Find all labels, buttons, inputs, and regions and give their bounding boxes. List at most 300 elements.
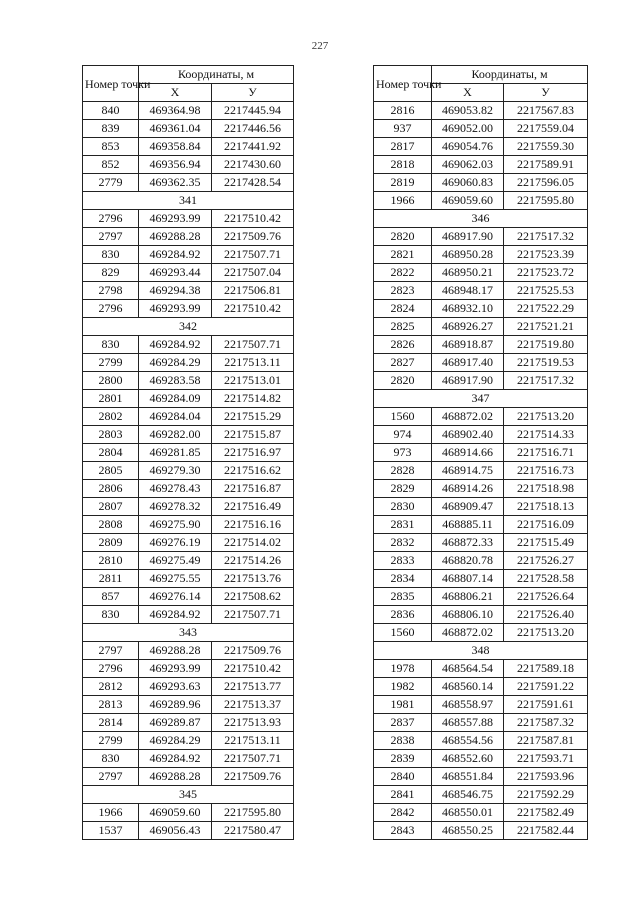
x-coordinate-cell: 469278.43 [139, 480, 212, 498]
x-coordinate-cell: 468918.87 [432, 336, 504, 354]
y-coordinate-cell: 2217441.92 [212, 138, 294, 156]
table-row [374, 552, 588, 570]
table-row [83, 300, 294, 318]
table-row [374, 336, 588, 354]
point-number-cell: 2810 [83, 552, 139, 570]
contour-separator-row [83, 192, 294, 210]
point-number-cell: 2800 [83, 372, 139, 390]
table-row [83, 102, 294, 120]
contour-number: 347 [374, 390, 588, 408]
point-number-cell: 2837 [374, 714, 432, 732]
header-number-point: Номер точки [83, 66, 139, 102]
point-number-cell: 1981 [374, 696, 432, 714]
contour-separator-row [374, 390, 588, 408]
x-coordinate-cell: 469053.82 [432, 102, 504, 120]
y-coordinate-cell: 2217516.71 [504, 444, 588, 462]
x-coordinate-cell: 469284.92 [139, 246, 212, 264]
y-coordinate-cell: 2217589.91 [504, 156, 588, 174]
table-row [83, 408, 294, 426]
y-coordinate-cell: 2217507.71 [212, 246, 294, 264]
x-coordinate-cell: 468558.97 [432, 696, 504, 714]
x-coordinate-cell: 469288.28 [139, 768, 212, 786]
y-coordinate-cell: 2217513.11 [212, 732, 294, 750]
x-coordinate-cell: 469293.99 [139, 300, 212, 318]
x-coordinate-cell: 469275.49 [139, 552, 212, 570]
point-number-cell: 2797 [83, 642, 139, 660]
x-coordinate-cell: 469294.38 [139, 282, 212, 300]
contour-separator-row [83, 318, 294, 336]
x-coordinate-cell: 468902.40 [432, 426, 504, 444]
table-row [83, 390, 294, 408]
y-coordinate-cell: 2217521.21 [504, 318, 588, 336]
point-number-cell: 2842 [374, 804, 432, 822]
table-row [374, 498, 588, 516]
x-coordinate-cell: 468806.10 [432, 606, 504, 624]
x-coordinate-cell: 469281.85 [139, 444, 212, 462]
y-coordinate-cell: 2217507.71 [212, 750, 294, 768]
contour-number: 341 [83, 192, 294, 210]
x-coordinate-cell: 468914.75 [432, 462, 504, 480]
x-coordinate-cell: 469052.00 [432, 120, 504, 138]
table-row [374, 534, 588, 552]
y-coordinate-cell: 2217582.44 [504, 822, 588, 840]
y-coordinate-cell: 2217514.82 [212, 390, 294, 408]
point-number-cell: 2804 [83, 444, 139, 462]
table-row [83, 804, 294, 822]
y-coordinate-cell: 2217510.42 [212, 300, 294, 318]
table-row [374, 570, 588, 588]
point-number-cell: 852 [83, 156, 139, 174]
y-coordinate-cell: 2217519.80 [504, 336, 588, 354]
point-number-cell: 2831 [374, 516, 432, 534]
header-y: У [504, 84, 588, 102]
table-row [374, 786, 588, 804]
x-coordinate-cell: 469293.99 [139, 660, 212, 678]
x-coordinate-cell: 468550.25 [432, 822, 504, 840]
point-number-cell: 2811 [83, 570, 139, 588]
point-number-cell: 2799 [83, 732, 139, 750]
x-coordinate-cell: 468550.01 [432, 804, 504, 822]
x-coordinate-cell: 469289.87 [139, 714, 212, 732]
y-coordinate-cell: 2217523.39 [504, 246, 588, 264]
table-row [374, 354, 588, 372]
y-coordinate-cell: 2217428.54 [212, 174, 294, 192]
x-coordinate-cell: 469059.60 [139, 804, 212, 822]
contour-separator-row [374, 642, 588, 660]
table-row [374, 480, 588, 498]
point-number-cell: 830 [83, 246, 139, 264]
y-coordinate-cell: 2217516.87 [212, 480, 294, 498]
y-coordinate-cell: 2217509.76 [212, 642, 294, 660]
contour-number: 343 [83, 624, 294, 642]
x-coordinate-cell: 469054.76 [432, 138, 504, 156]
x-coordinate-cell: 468806.21 [432, 588, 504, 606]
y-coordinate-cell: 2217514.33 [504, 426, 588, 444]
point-number-cell: 2821 [374, 246, 432, 264]
y-coordinate-cell: 2217516.49 [212, 498, 294, 516]
x-coordinate-cell: 468552.60 [432, 750, 504, 768]
point-number-cell: 1966 [83, 804, 139, 822]
table-row [83, 354, 294, 372]
point-number-cell: 2802 [83, 408, 139, 426]
x-coordinate-cell: 469284.92 [139, 336, 212, 354]
x-coordinate-cell: 469284.29 [139, 354, 212, 372]
point-number-cell: 1982 [374, 678, 432, 696]
x-coordinate-cell: 468926.27 [432, 318, 504, 336]
x-coordinate-cell: 468554.56 [432, 732, 504, 750]
y-coordinate-cell: 2217518.98 [504, 480, 588, 498]
y-coordinate-cell: 2217589.18 [504, 660, 588, 678]
x-coordinate-cell: 468551.84 [432, 768, 504, 786]
y-coordinate-cell: 2217523.72 [504, 264, 588, 282]
point-number-cell: 2779 [83, 174, 139, 192]
point-number-cell: 2807 [83, 498, 139, 516]
x-coordinate-cell: 469288.28 [139, 228, 212, 246]
y-coordinate-cell: 2217593.71 [504, 750, 588, 768]
header-x: Х [432, 84, 504, 102]
y-coordinate-cell: 2217513.93 [212, 714, 294, 732]
table-row [83, 138, 294, 156]
y-coordinate-cell: 2217516.73 [504, 462, 588, 480]
table-row [83, 678, 294, 696]
x-coordinate-cell: 469284.29 [139, 732, 212, 750]
y-coordinate-cell: 2217559.04 [504, 120, 588, 138]
table-row [374, 732, 588, 750]
point-number-cell: 2822 [374, 264, 432, 282]
table-row [374, 408, 588, 426]
y-coordinate-cell: 2217591.22 [504, 678, 588, 696]
point-number-cell: 1966 [374, 192, 432, 210]
x-coordinate-cell: 468564.54 [432, 660, 504, 678]
point-number-cell: 2818 [374, 156, 432, 174]
table-row [83, 696, 294, 714]
y-coordinate-cell: 2217513.37 [212, 696, 294, 714]
x-coordinate-cell: 469283.58 [139, 372, 212, 390]
table-row [83, 768, 294, 786]
point-number-cell: 2801 [83, 390, 139, 408]
x-coordinate-cell: 469284.04 [139, 408, 212, 426]
table-row [83, 462, 294, 480]
header-row [83, 66, 294, 84]
table-row [374, 192, 588, 210]
table-row [374, 426, 588, 444]
y-coordinate-cell: 2217507.71 [212, 606, 294, 624]
contour-number: 345 [83, 786, 294, 804]
x-coordinate-cell: 468909.47 [432, 498, 504, 516]
point-number-cell: 2812 [83, 678, 139, 696]
point-number-cell: 2798 [83, 282, 139, 300]
table-row [83, 264, 294, 282]
y-coordinate-cell: 2217596.05 [504, 174, 588, 192]
point-number-cell: 1560 [374, 624, 432, 642]
table-row [83, 732, 294, 750]
point-number-cell: 853 [83, 138, 139, 156]
table-row [83, 642, 294, 660]
x-coordinate-cell: 468917.90 [432, 372, 504, 390]
point-number-cell: 2796 [83, 660, 139, 678]
y-coordinate-cell: 2217595.80 [504, 192, 588, 210]
x-coordinate-cell: 469056.43 [139, 822, 212, 840]
y-coordinate-cell: 2217526.27 [504, 552, 588, 570]
y-coordinate-cell: 2217526.64 [504, 588, 588, 606]
point-number-cell: 2839 [374, 750, 432, 768]
x-coordinate-cell: 469059.60 [432, 192, 504, 210]
x-coordinate-cell: 469293.63 [139, 678, 212, 696]
point-number-cell: 2829 [374, 480, 432, 498]
point-number-cell: 973 [374, 444, 432, 462]
table-row [83, 156, 294, 174]
x-coordinate-cell: 468917.90 [432, 228, 504, 246]
y-coordinate-cell: 2217516.09 [504, 516, 588, 534]
point-number-cell: 974 [374, 426, 432, 444]
y-coordinate-cell: 2217592.29 [504, 786, 588, 804]
point-number-cell: 2805 [83, 462, 139, 480]
table-row [83, 660, 294, 678]
point-number-cell: 2808 [83, 516, 139, 534]
y-coordinate-cell: 2217587.81 [504, 732, 588, 750]
y-coordinate-cell: 2217510.42 [212, 210, 294, 228]
point-number-cell: 2817 [374, 138, 432, 156]
point-number-cell: 830 [83, 750, 139, 768]
x-coordinate-cell: 468807.14 [432, 570, 504, 588]
header-row [374, 66, 588, 84]
table-row [83, 282, 294, 300]
table-row [374, 300, 588, 318]
table-row [83, 588, 294, 606]
point-number-cell: 2830 [374, 498, 432, 516]
point-number-cell: 830 [83, 606, 139, 624]
point-number-cell: 2836 [374, 606, 432, 624]
y-coordinate-cell: 2217507.71 [212, 336, 294, 354]
table-row [83, 516, 294, 534]
y-coordinate-cell: 2217509.76 [212, 228, 294, 246]
table-row [374, 714, 588, 732]
point-number-cell: 2814 [83, 714, 139, 732]
x-coordinate-cell: 469284.09 [139, 390, 212, 408]
contour-separator-row [374, 210, 588, 228]
table-row [83, 480, 294, 498]
x-coordinate-cell: 468950.28 [432, 246, 504, 264]
y-coordinate-cell: 2217516.16 [212, 516, 294, 534]
x-coordinate-cell: 469288.28 [139, 642, 212, 660]
x-coordinate-cell: 468917.40 [432, 354, 504, 372]
point-number-cell: 2823 [374, 282, 432, 300]
table-row [374, 660, 588, 678]
page-number: 227 [311, 40, 329, 52]
table-row [83, 750, 294, 768]
table-row [83, 498, 294, 516]
y-coordinate-cell: 2217517.32 [504, 372, 588, 390]
x-coordinate-cell: 469275.55 [139, 570, 212, 588]
point-number-cell: 2819 [374, 174, 432, 192]
point-number-cell: 2797 [83, 228, 139, 246]
point-number-cell: 2834 [374, 570, 432, 588]
table-row [83, 534, 294, 552]
table-row [374, 678, 588, 696]
y-coordinate-cell: 2217525.53 [504, 282, 588, 300]
point-number-cell: 2827 [374, 354, 432, 372]
y-coordinate-cell: 2217509.76 [212, 768, 294, 786]
y-coordinate-cell: 2217567.83 [504, 102, 588, 120]
y-coordinate-cell: 2217446.56 [212, 120, 294, 138]
x-coordinate-cell: 468820.78 [432, 552, 504, 570]
point-number-cell: 2841 [374, 786, 432, 804]
x-coordinate-cell: 469284.92 [139, 606, 212, 624]
y-coordinate-cell: 2217513.01 [212, 372, 294, 390]
table-row [83, 174, 294, 192]
point-number-cell: 2816 [374, 102, 432, 120]
contour-separator-row [83, 786, 294, 804]
table-row [374, 282, 588, 300]
y-coordinate-cell: 2217513.76 [212, 570, 294, 588]
y-coordinate-cell: 2217514.26 [212, 552, 294, 570]
table-body-right [374, 66, 588, 840]
x-coordinate-cell: 469289.96 [139, 696, 212, 714]
table-row [374, 372, 588, 390]
coordinates-table-right [373, 65, 588, 840]
point-number-cell: 2796 [83, 210, 139, 228]
point-number-cell: 2797 [83, 768, 139, 786]
table-row [83, 714, 294, 732]
x-coordinate-cell: 469293.99 [139, 210, 212, 228]
table-row [83, 444, 294, 462]
point-number-cell: 937 [374, 120, 432, 138]
table-row [374, 138, 588, 156]
header-y: У [212, 84, 294, 102]
x-coordinate-cell: 469279.30 [139, 462, 212, 480]
contour-number: 348 [374, 642, 588, 660]
point-number-cell: 2838 [374, 732, 432, 750]
y-coordinate-cell: 2217507.04 [212, 264, 294, 282]
point-number-cell: 2809 [83, 534, 139, 552]
point-number-cell: 2840 [374, 768, 432, 786]
table-row [374, 264, 588, 282]
x-coordinate-cell: 468557.88 [432, 714, 504, 732]
x-coordinate-cell: 468914.26 [432, 480, 504, 498]
table-row [83, 246, 294, 264]
x-coordinate-cell: 468872.33 [432, 534, 504, 552]
y-coordinate-cell: 2217513.77 [212, 678, 294, 696]
x-coordinate-cell: 469060.83 [432, 174, 504, 192]
table-row [374, 444, 588, 462]
y-coordinate-cell: 2217513.20 [504, 624, 588, 642]
point-number-cell: 2832 [374, 534, 432, 552]
y-coordinate-cell: 2217516.97 [212, 444, 294, 462]
y-coordinate-cell: 2217510.42 [212, 660, 294, 678]
y-coordinate-cell: 2217519.53 [504, 354, 588, 372]
point-number-cell: 2826 [374, 336, 432, 354]
header-x: Х [139, 84, 212, 102]
table-row [374, 624, 588, 642]
table-row [374, 120, 588, 138]
y-coordinate-cell: 2217516.62 [212, 462, 294, 480]
y-coordinate-cell: 2217513.20 [504, 408, 588, 426]
x-coordinate-cell: 469361.04 [139, 120, 212, 138]
x-coordinate-cell: 469364.98 [139, 102, 212, 120]
table-row [374, 102, 588, 120]
y-coordinate-cell: 2217587.32 [504, 714, 588, 732]
x-coordinate-cell: 469275.90 [139, 516, 212, 534]
x-coordinate-cell: 469278.32 [139, 498, 212, 516]
x-coordinate-cell: 469062.03 [432, 156, 504, 174]
table-row [374, 606, 588, 624]
table-row [374, 318, 588, 336]
table-row [374, 516, 588, 534]
x-coordinate-cell: 469282.00 [139, 426, 212, 444]
x-coordinate-cell: 469356.94 [139, 156, 212, 174]
point-number-cell: 2828 [374, 462, 432, 480]
table-row [374, 804, 588, 822]
table-row [83, 228, 294, 246]
y-coordinate-cell: 2217591.61 [504, 696, 588, 714]
x-coordinate-cell: 469276.19 [139, 534, 212, 552]
y-coordinate-cell: 2217513.11 [212, 354, 294, 372]
point-number-cell: 1560 [374, 408, 432, 426]
x-coordinate-cell: 468885.11 [432, 516, 504, 534]
x-coordinate-cell: 469293.44 [139, 264, 212, 282]
header-coordinates: Координаты, м [432, 66, 588, 84]
header-number-point: Номер точки [374, 66, 432, 102]
table-row [374, 750, 588, 768]
point-number-cell: 2806 [83, 480, 139, 498]
table-row [374, 822, 588, 840]
point-number-cell: 830 [83, 336, 139, 354]
point-number-cell: 829 [83, 264, 139, 282]
x-coordinate-cell: 469358.84 [139, 138, 212, 156]
x-coordinate-cell: 469276.14 [139, 588, 212, 606]
coordinates-table-left [82, 65, 294, 840]
table-row [83, 426, 294, 444]
point-number-cell: 2825 [374, 318, 432, 336]
point-number-cell: 2824 [374, 300, 432, 318]
table-row [83, 552, 294, 570]
table-row [374, 462, 588, 480]
point-number-cell: 2835 [374, 588, 432, 606]
x-coordinate-cell: 468546.75 [432, 786, 504, 804]
y-coordinate-cell: 2217528.58 [504, 570, 588, 588]
header-coordinates: Координаты, м [139, 66, 294, 84]
contour-separator-row [83, 624, 294, 642]
x-coordinate-cell: 468872.02 [432, 408, 504, 426]
y-coordinate-cell: 2217593.96 [504, 768, 588, 786]
y-coordinate-cell: 2217514.02 [212, 534, 294, 552]
x-coordinate-cell: 469284.92 [139, 750, 212, 768]
y-coordinate-cell: 2217595.80 [212, 804, 294, 822]
point-number-cell: 2820 [374, 228, 432, 246]
table-row [374, 246, 588, 264]
y-coordinate-cell: 2217515.29 [212, 408, 294, 426]
table-row [374, 228, 588, 246]
y-coordinate-cell: 2217445.94 [212, 102, 294, 120]
x-coordinate-cell: 469362.35 [139, 174, 212, 192]
point-number-cell: 2843 [374, 822, 432, 840]
table-row [83, 570, 294, 588]
y-coordinate-cell: 2217522.29 [504, 300, 588, 318]
y-coordinate-cell: 2217526.40 [504, 606, 588, 624]
table-row [374, 588, 588, 606]
contour-number: 346 [374, 210, 588, 228]
y-coordinate-cell: 2217515.49 [504, 534, 588, 552]
table-row [83, 336, 294, 354]
x-coordinate-cell: 468932.10 [432, 300, 504, 318]
point-number-cell: 1978 [374, 660, 432, 678]
x-coordinate-cell: 468914.66 [432, 444, 504, 462]
table-row [83, 210, 294, 228]
point-number-cell: 2796 [83, 300, 139, 318]
y-coordinate-cell: 2217515.87 [212, 426, 294, 444]
x-coordinate-cell: 468948.17 [432, 282, 504, 300]
table-body-left [83, 66, 294, 840]
